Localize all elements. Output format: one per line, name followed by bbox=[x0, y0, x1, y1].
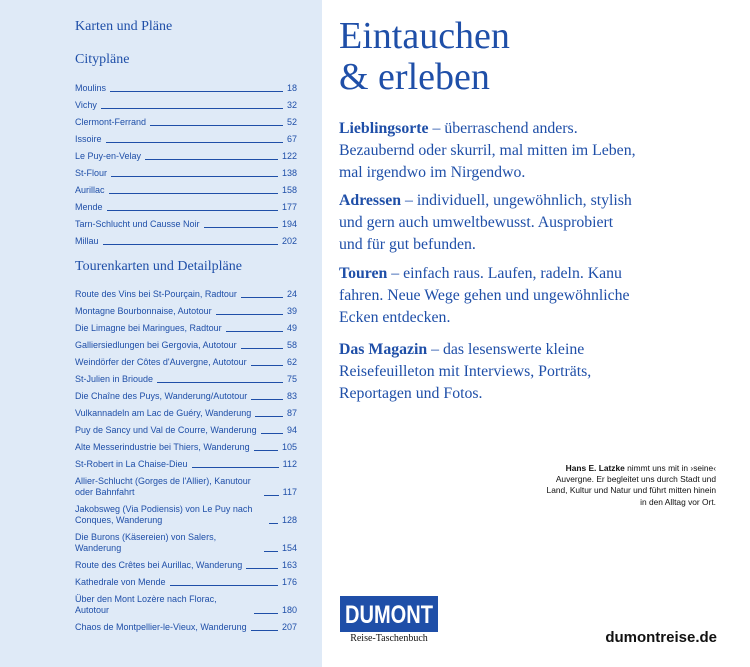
list-item: Weindörfer der Côtes d'Auvergne, Autotour 62 bbox=[75, 357, 297, 367]
list-item: Vulkannadeln am Lac de Guéry, Wanderung 87 bbox=[75, 408, 297, 418]
feature-lieblingsorte bbox=[339, 118, 639, 184]
list-item: Chaos de Montpellier-le-Vieux, Wanderung 207 bbox=[75, 622, 297, 632]
list-item: Die Limagne bei Maringues, Radtour 49 bbox=[75, 323, 297, 333]
dumont-wordmark bbox=[343, 599, 435, 629]
list-item: Aurillac 158 bbox=[75, 185, 297, 195]
website-url[interactable]: dumontreise.de bbox=[605, 629, 717, 646]
list-item: Issoire 67 bbox=[75, 134, 297, 144]
tour-maps-list bbox=[75, 283, 297, 633]
list-item: Puy de Sancy und Val de Courre, Wanderung 94 bbox=[75, 425, 297, 435]
author-note bbox=[540, 463, 716, 508]
feature-adressen bbox=[339, 190, 639, 256]
feature-term: Lieblingsorte bbox=[339, 120, 429, 137]
tour-maps-title: Tourenkarten und Detailpläne bbox=[75, 259, 242, 274]
list-item: Über den Mont Lozère nach Florac, Autotour 180 bbox=[75, 594, 297, 615]
list-item: St-Flour 138 bbox=[75, 168, 297, 178]
headline bbox=[339, 16, 510, 98]
city-maps-title: Citypläne bbox=[75, 52, 130, 67]
list-item: Route des Vins bei St-Pourçain, Radtour 24 bbox=[75, 289, 297, 299]
headline-line-1: Eintauchen bbox=[339, 15, 510, 57]
feature-text: – das lesenswerte kleine Reisefeuilleton mit Interviews, Porträts, Reportagen und Fotos. bbox=[339, 341, 592, 402]
author-name: Hans E. Latzke bbox=[565, 463, 625, 473]
feature-term: Das Magazin bbox=[339, 341, 428, 358]
author-bio: nimmt uns mit in ›seine‹ Auvergne. Er begleitet uns durch Stadt und Land, Kultur und Natur und führt mitten hinein in den Alltag vor Ort. bbox=[546, 463, 716, 507]
list-item: Die Burons (Käsereien) von Salers, Wanderung 154 bbox=[75, 532, 297, 553]
feature-touren bbox=[339, 263, 639, 329]
feature-text: – überraschend anders. Bezaubernd oder skurril, mal mitten im Leben, mal irgendwo im Nirgendwo. bbox=[339, 120, 636, 181]
headline-line-2: & erleben bbox=[339, 56, 490, 98]
list-item: Millau 202 bbox=[75, 236, 297, 246]
list-item: St-Julien in Brioude 75 bbox=[75, 374, 297, 384]
list-item: Allier-Schlucht (Gorges de l'Allier), Kanutour oder Bahnfahrt 117 bbox=[75, 476, 297, 497]
list-item: St-Robert in La Chaise-Dieu 112 bbox=[75, 459, 297, 469]
feature-term: Adressen bbox=[339, 192, 402, 209]
feature-text: – einfach raus. Laufen, radeln. Kanu fahren. Neue Wege gehen und ungewöhnliche Ecken entdecken. bbox=[339, 265, 630, 326]
list-item: Tarn-Schlucht und Causse Noir 194 bbox=[75, 219, 297, 229]
list-item: Clermont-Ferrand 52 bbox=[75, 117, 297, 127]
logo-subtitle: Reise-Taschenbuch bbox=[350, 633, 428, 644]
list-item: Vichy 32 bbox=[75, 100, 297, 110]
feature-term: Touren bbox=[339, 265, 388, 282]
list-item: Jakobsweg (Via Podiensis) von Le Puy nach Conques, Wanderung 128 bbox=[75, 504, 297, 525]
city-maps-list bbox=[75, 77, 297, 247]
list-item: Galliersiedlungen bei Gergovia, Autotour 58 bbox=[75, 340, 297, 350]
logo-text: DUMONT bbox=[345, 601, 433, 629]
list-item: Alte Messerindustrie bei Thiers, Wanderung 105 bbox=[75, 442, 297, 452]
list-item: Kathedrale von Mende 176 bbox=[75, 577, 297, 587]
list-item: Mende 177 bbox=[75, 202, 297, 212]
list-item: Le Puy-en-Velay 122 bbox=[75, 151, 297, 161]
list-item: Die Chaîne des Puys, Wanderung/Autotour 83 bbox=[75, 391, 297, 401]
dumont-logo bbox=[340, 596, 438, 632]
list-item: Moulins 18 bbox=[75, 83, 297, 93]
feature-magazin bbox=[339, 339, 639, 405]
list-item: Montagne Bourbonnaise, Autotour 39 bbox=[75, 306, 297, 316]
list-item: Route des Crêtes bei Aurillac, Wanderung 163 bbox=[75, 560, 297, 570]
feature-text: – individuell, ungewöhnlich, stylish und gern auch umweltbewusst. Ausprobiert und für gut befunden. bbox=[339, 192, 632, 253]
maps-heading: Karten und Pläne bbox=[75, 19, 173, 34]
